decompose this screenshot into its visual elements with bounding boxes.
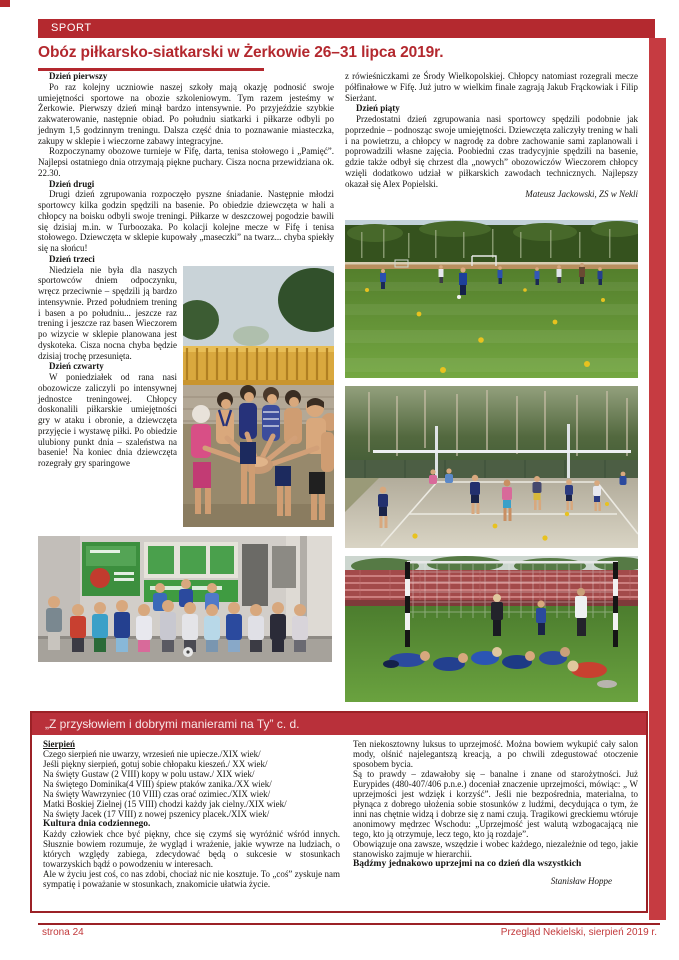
manners-closing-line: Bądźmy jednakowo uprzejmi na co dzień dla wszystkich (352, 859, 582, 869)
day1-heading: Dzień pierwszy (49, 71, 108, 81)
proverb-line: Na święty Wawrzyniec (10 VIII) czas orać ozimiec./XIX wiek/ (43, 789, 271, 799)
proverb-line: Na święty Gustaw (2 VIII) kopy w polu ustaw./ XIX wiek/ (43, 769, 255, 779)
manners-column-right (353, 739, 638, 889)
culture-paragraph-1: Każdy człowiek chce być piękny, chce się czymś się wyróżnić wśród innych. Słusznie bowiem rozumuje, że wygląd i wrażenie, jakie wywrze na ludziach, o których względy zabiega, zdecydować będą o sukcesie w stosunkach towarzyskich bądź o powodzeniu w interesach. (43, 829, 340, 869)
article-title: Obóz piłkarsko-siatkarski w Żerkowie 26–31 lipca 2019r. (38, 44, 444, 61)
section-label: SPORT (38, 19, 655, 38)
article-column-left (38, 71, 334, 662)
page-side-strip (649, 38, 666, 920)
day2-paragraph: Drugi dzień zgrupowania rozpoczęło pyszne śniadanie. Następnie młodzi sportowcy kilka godzin spędzili na basenie. Po obiedzie dziewczęta w hali a chłopcy na boisku odbyli swoje treningi. Piłkarze w deszczowej pogodzie bawili się dzisiaj m.in. w Turboozaka. Po kolacji kolejne mecze w Fifę i tenisa stołowego. Dziewczęta w sklepie kupowały „maseczki” na twarz... chyba spiekły się na słońcu! (38, 189, 334, 253)
culture-paragraph-2: Ale w życiu jest coś, co nas zdobi, chociaż nic nie kosztuje. To „coś” zyskuje nam sympatię i poważanie w stosunkach, znakomicie ułatwia życie. (43, 869, 340, 889)
day5-heading: Dzień piąty (356, 103, 400, 114)
culture-heading: Kultura dnia codziennego. (43, 819, 151, 829)
proverb-line: Na świętego Dominika(4 VIII) śpiew ptaków zanika./XX wiek/ (43, 779, 272, 789)
day3-heading: Dzień trzeci (49, 253, 95, 264)
day4-continued-paragraph: z rówieśniczkami ze Środy Wielkopolskiej. Chłopcy natomiast rozegrali mecze półfinałowe w Fifę. Już jutro w wielkim finale zagrają Jakub Frąckowiak i Filip Sierżant. (345, 71, 638, 103)
manners-article-box (30, 711, 648, 913)
manners-paragraph-1: Ten niekosztowny luksus to uprzejmość. Można bowiem wykupić cały salon mody, olśnić najelegantszą kreacją, a po chwili zdegustować otoczenie sposobem bycia. (352, 739, 638, 769)
proverb-line: Matki Boskiej Zielnej (15 VIII) chodzi każdy jak cielny./XIX wiek/ (43, 799, 287, 809)
day2-heading: Dzień drugi (49, 178, 95, 189)
manners-paragraph-3: Obowiązuje ona zawsze, wszędzie i wobec każdego, niezależnie od tego, jakie stanowisko zajmuje w hierarchii. (352, 839, 638, 859)
photo-stack-right (345, 220, 638, 702)
manners-byline: Stanisław Hoppe (550, 876, 612, 886)
month-heading: Sierpień (43, 739, 76, 749)
day5-paragraph: Przedostatni dzień zgrupowania nasi sportowcy spędzili podobnie jak poprzednie – podnosząc swoje umiejętności. Dziewczęta zaliczyły trening w hali i na powietrzu, a chłopcy w nagrodę za dobre zachowanie sami zaplanowali i poprowadzili własne zajęcia. Poobiedni czas tradycyjnie spędzili na basenie, gdzie także odbył się chrzest dla „nowych” obozowiczów Wieczorem chłopcy wzięli dodatkowo udział w piłkarskich zawodach technicznych. Najlepszy okazał się Alex Popielski. (345, 114, 638, 189)
photo-volleyball-court-image (345, 386, 638, 548)
day1-paragraph-2: Rozpoczynamy obozowe turnieje w Fifę, darta, tenisa stołowego i „Pamięć”. Najlepsi ostatniego dnia otrzymają piękne puchary. Cisza nocna przewidziana ok. 22.30. (38, 146, 334, 178)
proverb-line: Na święty Jacek (17 VIII) z nowej pszenicy placek./XIX wiek/ (43, 809, 270, 819)
day4-heading: Dzień czwarty (49, 361, 104, 372)
day1-paragraph-1: Po raz kolejny uczniowie naszej szkoły mają okazję podnosić swoje umiejętności sportowe na obozie szkoleniowym. Tym razem jesteśmy w Żerkowie. Pierwszy dzień minął bardzo intensywnie. Po przyjeździe szybkie zakwaterowanie, następnie obiad. Po południu siatkarki i piłkarze odbyli po jednym 1,5 godzinnym treningu. Dalsza część dnia to poznawanie miasteczka, zakupy w sklepie i wieczorne zabawy integracyjne. (38, 81, 334, 146)
photo-soccer-field-image (345, 220, 638, 378)
footer-divider (38, 923, 660, 925)
manners-column-left (43, 739, 340, 889)
article-column-right (345, 71, 638, 200)
manners-paragraph-2: Są to prawdy – zdawałoby się – banalne i znane od starożytności. Już Eurypides (480-407/406 p.n.e.) doceniał znaczenie uprzejmości, mówiąc: „ W uprzejmości jest wdzięk i korzyść”. Jeśli nie bezpośrednia, materialna, to płynąca z dobrego ułożenia sobie stosunków z ludźmi, decydująca o tym, że inni nas chętnie widzą i dobrze się z nami czują. Tragikowi greckiemu wtóruje anonimowy mędrzec Wschodu: „Uprzejmość jest walutą wzbogacającą nie tego, kto ją otrzymuje, lecz tego, kto ją rozdaje”. (352, 769, 638, 839)
page-number: strona 24 (42, 927, 84, 938)
day4-paragraph: W poniedziałek od rana nasi obozowicze zaliczyli po intensywnej jednostce treningowej. Chłopcy doskonalili piłkarskie umiejętności gry w ataku i obronie, a dziewczęta przyjęcie i wystawę piłki. Po obiedzie ulubiony punkt dnia – szaleństwa na basenie! Na koniec dnia dziewczęta rozegrały gry sparingowe (38, 372, 177, 468)
photo-group-shop (38, 531, 332, 662)
manners-article-title: „Z przysłowiem i dobrymi manierami na Ty” c. d. (32, 713, 646, 735)
photo-pool-huddle-image (183, 266, 334, 527)
proverb-line: Czego sierpień nie uwarzy, wrzesień nie upiecze./XIX wiek/ (43, 749, 261, 759)
day3-paragraph: Niedziela nie była dla naszych sportowców dniem odpoczynku, wręcz przeciwnie – spędzili ją bardzo intensywnie. Przed południem trening i basen a po południu... jeszcze raz trening i jeszcze raz basen Wieczorem po wizycie w sklepie planowana jest dyskoteka. Cisza nocna chyba będzie dzisiaj trochę przesunięta. (38, 264, 177, 361)
page-corner-mark (0, 0, 10, 7)
proverb-line: Jeśli piękny sierpień, gotuj sobie chłopaku kieszeń./ XX wiek/ (43, 759, 268, 769)
article-byline: Mateusz Jackowski, ZS w Nekli (525, 189, 638, 200)
photo-goal-team-image (345, 556, 638, 702)
publication-name: Przegląd Nekielski, sierpień 2019 r. (500, 927, 657, 938)
photo-pool-huddle (183, 266, 334, 527)
photo-group-shop-image (38, 536, 332, 662)
